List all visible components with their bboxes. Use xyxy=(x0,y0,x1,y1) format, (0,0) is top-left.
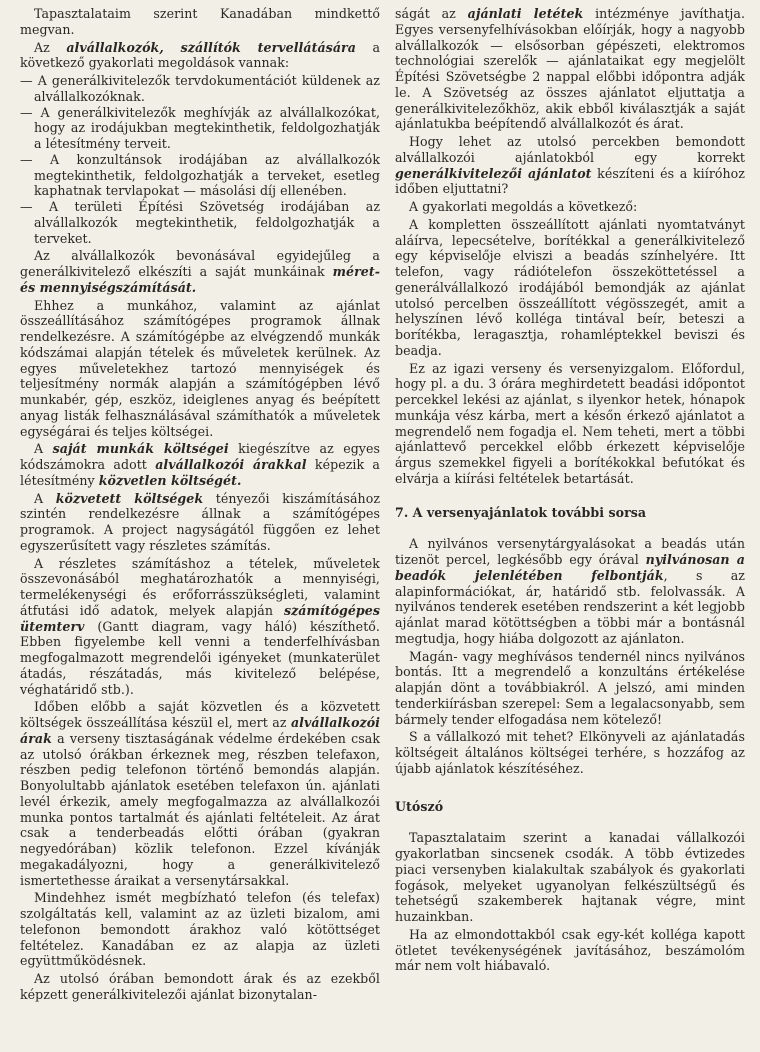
emphasis-text: generálkivitelezői ajánlatot xyxy=(395,165,592,181)
left-column xyxy=(20,6,380,1005)
paragraph xyxy=(20,6,380,38)
paragraph-text: A xyxy=(34,490,56,506)
paragraph-text: , s az alapinformációkat, ár, határidő stb. felolvassák. A nyilvános tenderek esetében rendszerint a két legjobb ajánlat marad kötöttségben a többi már a bontásnál megtudja, hogy hiába dolgozott az ajánlaton. xyxy=(395,567,745,646)
paragraph-text: készíteni és a kiíróhoz időben eljuttatni? xyxy=(395,165,745,197)
paragraph: Magán- vagy meghívásos tendernél nincs nyilvános bontás. Itt a megrendelő a konzultáns értékelése alapján dönt a továbbiakról. A jelszó, ami minden tenderkiírásban szerepel: Sem a legalacsonyabb, sem bármely tender elfogadása nem kötelező! xyxy=(395,648,745,727)
paragraph: Tapasztalataim szerint a kanadai vállalkozói gyakorlatban sincsenek csodák. A több évtizedes piaci versenyben kialakultak szabályok és gyakorlati fogások, melyeket ugyanolyan felkészültségű és tehetségű szakemberek hajtanak végre, mint huzainkban. xyxy=(395,830,745,924)
paragraph xyxy=(395,134,745,197)
emphasis-text: alvállalkozói árakkal xyxy=(155,457,307,472)
list-item: — A generálkivitelezők tervdokumentációt küldenek az alvállalkozóknak. xyxy=(20,73,380,104)
paragraph xyxy=(395,6,745,132)
paragraph: A gyakorlati megoldás a következő: xyxy=(409,199,638,214)
paragraph-text: a következő gyakorlati megoldások vannak: xyxy=(20,39,380,71)
list-item: — A területi Építési Szövetség irodájában az alvállalkozók megtekinthetik, feldolgozhatják a terveket. xyxy=(20,199,380,246)
paragraph: A kompletten összeállított ajánlati nyomtatványt aláírva, lepecsételve, borítékkal a generálkivitelező egy képviselője elviszi a beadás színhelyére. Itt telefon, vagy rádiótelefon összeköttetéssel a generálvállalkozó irodájából bemondják az ajánlat utolsó percelben összeállított végösszegét, amit a helyszínen lévő kolléga tintával beír, beteszi a borítékba, leragasztja, rohamléptekkel beviszi és beadja. xyxy=(395,216,745,358)
paragraph-text: A nyilvános versenytárgyalásokat a beadás után tizenöt percel, legkésőbb egy órával xyxy=(395,536,745,567)
paragraph-text: Az alvállalkozók bevonásával egyidejűleg a generálkivitelező elkészíti a saját munkáinak xyxy=(20,248,380,279)
right-column xyxy=(395,6,745,976)
emphasis-text: alvállalkozók, szállítók tervellátására xyxy=(66,39,356,55)
paragraph-text: ságát az xyxy=(395,6,468,21)
paragraph-text: képezik a létesítmény xyxy=(20,457,380,488)
paragraph xyxy=(20,699,380,888)
emphasis-text: ajánlati letétek xyxy=(467,6,584,21)
paragraph-text: Időben előbb a saját közvetlen és a közvetett költségek összeállítása készül el, mert az xyxy=(20,699,380,730)
emphasis-text: közvetett költségek xyxy=(55,490,204,506)
paragraph-text: Tapasztalataim szerint Kanadában mindkettő megvan. xyxy=(20,6,380,37)
paragraph-text: intézménye javíthatja. Egyes versenyfelhívásokban előírják, hogy a nagyobb alvállalkozók — elsősorban gépészeti, elektromos technológiai szerelők — ajánlataikat egy megjelölt Építési Szövetségbe 2 nappal előbbi időpontra adják le. A Szövetség az összes ajánlatot eljuttatja a generálkivitelezőkhöz, akik ebből kiválasztják a saját ajánlatukba beépítendő alvállalkozót és árat. xyxy=(395,6,746,132)
paragraph xyxy=(20,248,380,295)
solutions-list xyxy=(20,73,380,246)
emphasis-text: méret- és mennyiségszámítását. xyxy=(20,264,380,295)
paragraph: Ez az igazi verseny és versenyizgalom. Előfordul, hogy pl. a du. 3 órára meghirdetett beadási időpontot percekkel lekési az ajánlat, s ilyenkor hetek, hónapok munkája vész kárba, mert a későn érkező ajánlatot a megrendelő nem fogadja el. Nem teheti, mert a többi ajánlattevő percekkel előbb érkezett képviselője árgus szemekkel figyeli a borítékokkal befutókat és elvárja a kiírási feltételek betartását. xyxy=(395,360,745,486)
list-item: — A generálkivitelezők meghívják az alvállalkozókat, hogy az irodájukban megtekinthetik, feldolgozhatják a létesítmény terveit. xyxy=(20,104,380,151)
paragraph-text: a verseny tisztaságának védelme érdekében csak az utolsó órákban érkeznek meg, részben telefaxon, részben pedig telefonon történő bemondás alapján. Bonyolultabb ajánlatok esetében telefaxon ún. ajánlati levél érkezik, amely megfogalmazza az alvállalkozói munka pontos tartalmát és ajánlati feltételeit. Az árat csak a tenderbeadás előtti órában (gyakran negyedórában) közlik telefonon. Ezzel kívánják megakadályozni, hogy a generálkivitelező ismertethesse áraikat a versenytársakkal. xyxy=(20,730,380,888)
paragraph-text: tényezői kiszámításához szintén rendelkezésre állnak a számítógépes programok. A project nagyságától függően ez lehet egyszerűsített vagy részletes számítás. xyxy=(20,490,381,553)
section-heading: 7. A versenyajánlatok további sorsa xyxy=(395,504,647,520)
paragraph: Mindehhez ismét megbízható telefon (és telefax) szolgáltatás kell, valamint az az üzleti bizalom, ami telefonon bemondott árakhoz való kötöttséget feltételez. Kanadában ez az alapja az üzleti együttműködésnek. xyxy=(20,890,380,969)
paragraph-text: A xyxy=(34,441,53,457)
list-item: — A konzultánsok irodájában az alvállalkozók megtekinthetik, feldolgozhatják a terveket, esetleg kaphatnak tervlapokat — másolási díj ellenében. xyxy=(20,151,380,199)
paragraph: S a vállalkozó mit tehet? Elkönyveli az ajánlatadás költségeit általános költségei terhére, s hozzáfog az újabb ajánlatok készítéséhez. xyxy=(395,729,745,776)
paragraph-text: Hogy lehet az utolsó percekben bemondott alvállalkozói ajánlatokból egy korrekt xyxy=(395,134,745,165)
emphasis-text: nyilvánosan a beadók jelenlétében felbontják xyxy=(395,552,745,583)
paragraph-text: Az xyxy=(34,39,67,55)
paragraph xyxy=(20,556,380,698)
paragraph: Ehhez a munkához, valamint az ajánlat összeállításához számítógépes programok állnak rendelkezésre. A számítógépbe az elvégzendő munkák kódszámai alapján tételek és műveletek kerülnek. Az egyes műveletekhez tartozó mennyiségek és teljesítmény normák alapján a számítógépben lévő munkabér, gép, eszköz, ideiglenes anyag és beépített anyag listák felhasználásával számíthatók a műveletek egységárai és teljes költségei. xyxy=(20,297,380,439)
paragraph xyxy=(20,40,380,72)
section-heading: Utószó xyxy=(395,798,444,814)
paragraph: Az utolsó órában bemondott árak és az ezekből képzett generálkivitelezői ajánlat bizonytalan- xyxy=(20,971,380,1002)
paragraph xyxy=(20,441,380,488)
paragraph xyxy=(20,491,380,554)
paragraph-text: (Gantt diagram, vagy háló) készíthető. Ebben figyelembe kell venni a tenderfelhívásban megfogalmazott megrendelői igényeket (munkaterület átadás, részátadás, más kivitelező belépése, véghatáridő stb.). xyxy=(20,618,380,697)
emphasis-text: saját munkák költségei xyxy=(52,441,229,457)
emphasis-text: közvetlen költségét. xyxy=(98,472,242,488)
paragraph xyxy=(395,536,745,646)
emphasis-text: alvállalkozói árak xyxy=(20,715,380,746)
emphasis-text: számítógépes ütemterv xyxy=(20,602,380,634)
paragraph-text: A részletes számításhoz a tételek, műveletek összevonásából meghatározhatók a mennyiségi, termelékenységi és erőforrásszükségleti, valamint átfutási idő adatok, melyek alapján xyxy=(20,555,380,618)
paragraph-text: kiegészítve az egyes kódszámokra adott xyxy=(20,441,380,472)
paragraph: Ha az elmondottakból csak egy-két kolléga kapott ötletet tevékenységének javításához, beszámolóm már nem volt hiábavaló. xyxy=(395,926,745,974)
